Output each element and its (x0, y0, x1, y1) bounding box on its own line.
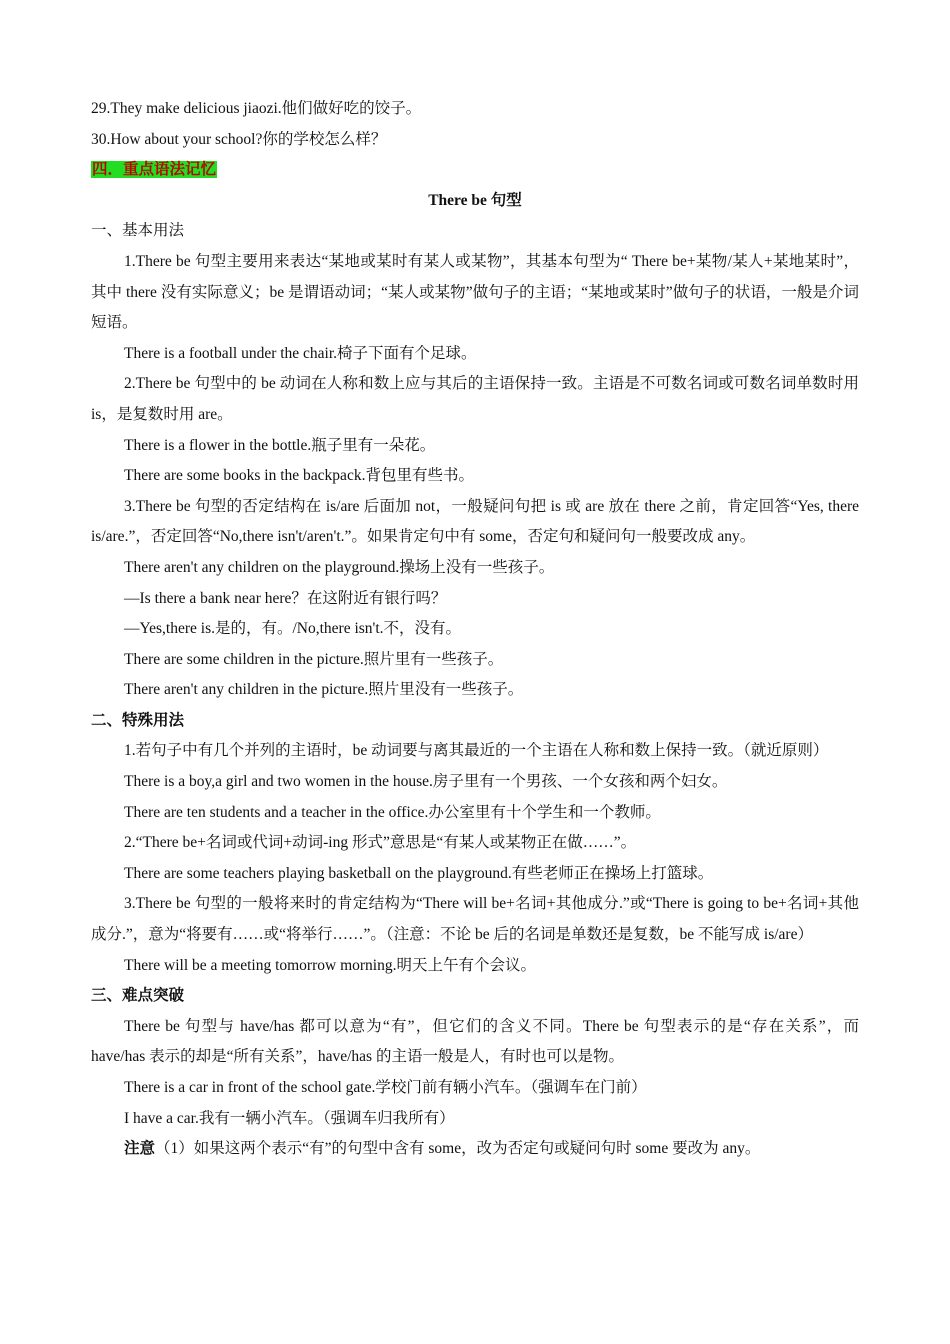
sentence-30: 30.How about your school?你的学校怎么样？ (91, 130, 387, 148)
example-sentence: There will be a meeting tomorrow morning.明天上午有个会议。 (124, 956, 536, 974)
rule-2: 2.There be 句型中的 be 动词在人称和数上应与其后的主语保持一致。主语是不可数名词或可数名词单数时用 is，是复数时用 are。 (91, 375, 859, 423)
subheading-special-usage: 二、特殊用法 (91, 711, 185, 729)
example-sentence: There are some books in the backpack.背包里有些书。 (124, 467, 474, 485)
difficulty-explanation: There be 句型与 have/has 都可以意为“有”，但它们的含义不同。There be 句型表示的是“存在关系”，而 have/has 表示的却是“所有关系”，have/has 的主语一般是人，有时也可以是物。 (91, 1017, 859, 1066)
note-label: 注意 (124, 1140, 156, 1158)
special-rule-3: 3.There be 句型的一般将来时的肯定结构为“There will be+名词+其他成分.”或“There is going to be+名词+其他成分.”，意为“将要有……或“将举行……”。（注意：不论 be 后的名词是单数还是复数，be 不能写成 is/are） (91, 895, 859, 944)
example-sentence: There is a football under the chair.椅子下面有个足球。 (124, 344, 477, 362)
section-four-heading (91, 155, 859, 186)
rule-1: 1.There be 句型主要用来表达“某地或某时有某人或某物”，其基本句型为“ There be+某物/某人+某地某时”，其中 there 没有实际意义；be 是谓语动词；“某人或某物”做句子的主语；“某地或某时”做句子的状语，一般是介词短语。 (91, 252, 859, 332)
example-sentence: There is a car in front of the school gate.学校门前有辆小汽车。（强调车在门前） (124, 1079, 647, 1096)
example-sentence: I have a car.我有一辆小汽车。（强调车归我所有） (124, 1109, 455, 1127)
special-rule-2: 2.“There be+名词或代词+动词-ing 形式”意思是“有某人或某物正在做……”。 (124, 834, 637, 852)
document-page (91, 94, 859, 1165)
example-sentence: There are ten students and a teacher in the office.办公室里有十个学生和一个教师。 (124, 803, 661, 821)
note-line (91, 1134, 859, 1165)
example-sentence: There are some children in the picture.照片里有一些孩子。 (124, 650, 504, 668)
highlighted-heading: 四．重点语法记忆 (92, 161, 217, 179)
example-sentence: There is a boy,a girl and two women in the house.房子里有一个男孩、一个女孩和两个妇女。 (124, 773, 728, 791)
dialogue-answer: —Yes,there is.是的，有。/No,there isn't.不，没有。 (124, 620, 462, 638)
example-sentence: There aren't any children in the picture.照片里没有一些孩子。 (124, 681, 524, 699)
special-rule-1: 1.若句子中有几个并列的主语时，be 动词要与离其最近的一个主语在人称和数上保持一致。（就近原则） (124, 742, 829, 760)
subheading-basic-usage: 一、基本用法 (91, 222, 185, 240)
example-sentence: There aren't any children on the playground.操场上没有一些孩子。 (124, 558, 555, 576)
example-sentence: There are some teachers playing basketball on the playground.有些老师正在操场上打篮球。 (124, 864, 714, 882)
note-text: （1）如果这两个表示“有”的句型中含有 some，改为否定句或疑问句时 some 要改为 any。 (155, 1140, 761, 1158)
subheading-difficult-points: 三、难点突破 (91, 987, 185, 1005)
grammar-title: There be 句型 (428, 191, 522, 209)
dialogue-question: —Is there a bank near here？在这附近有银行吗？ (124, 589, 447, 607)
rule-3: 3.There be 句型的否定结构在 is/are 后面加 not，一般疑问句把 is 或 are 放在 there 之前，肯定回答“Yes, there is/are.”，否定回答“No,there isn't/aren't.”。如果肯定句中有 some，否定句和疑问句一般要改成 any。 (91, 497, 859, 546)
example-sentence: There is a flower in the bottle.瓶子里有一朵花。 (124, 436, 436, 454)
sentence-29: 29.They make delicious jiaozi.他们做好吃的饺子。 (91, 100, 422, 117)
